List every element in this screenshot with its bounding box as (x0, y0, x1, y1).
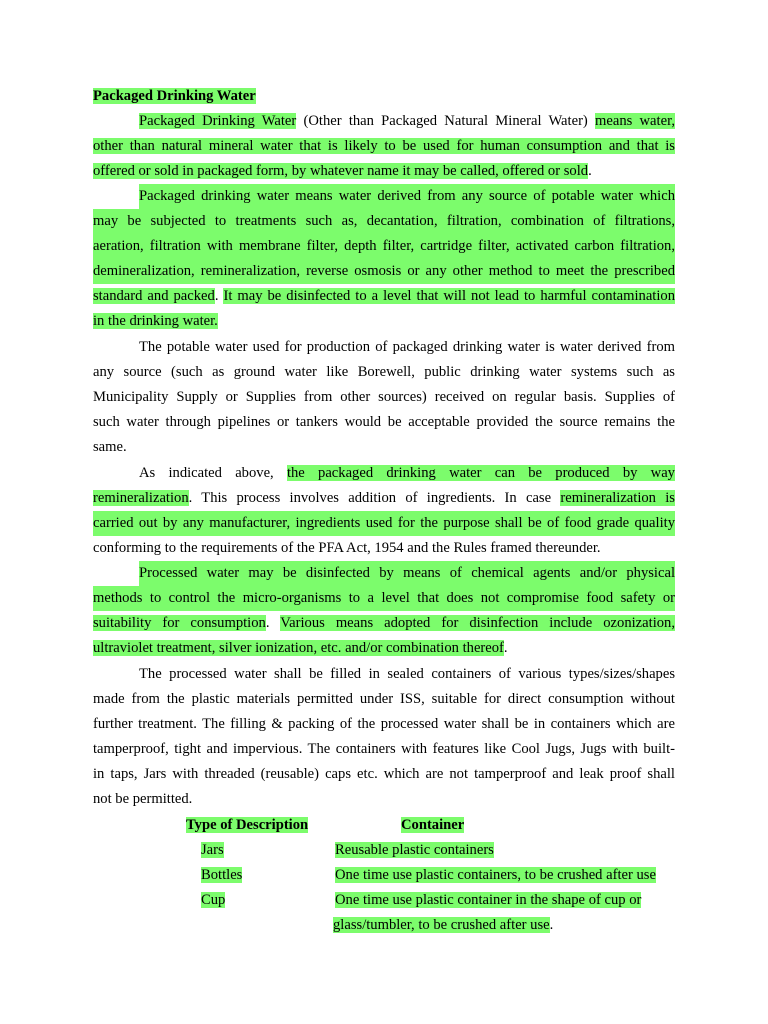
row-type-text: Cup (201, 892, 226, 908)
p3-line-2: any source (such as ground water like Borewell, public drinking water systems such as (93, 364, 675, 380)
p5-line-4 (93, 636, 675, 661)
p2-text-hl: It may be disinfected to a level that will not lead to harmful contamination (223, 288, 676, 304)
table-row-3-type (201, 888, 225, 913)
p4-text: As indicated above, (139, 465, 287, 481)
p4-line-4: conforming to the requirements of the PFA Act, 1954 and the Rules framed thereunder. (93, 540, 601, 556)
p4-line-3: carried out by any manufacturer, ingredients used for the purpose shall be of food grade quality (93, 511, 675, 536)
row-container-text: One time use plastic containers, to be crushed after use (335, 867, 656, 883)
p2-line-2: may be subjected to treatments such as, decantation, filtration, combination of filtrations, (93, 209, 675, 234)
p5-text-hl: suitability for consumption (93, 615, 266, 631)
p1-text-hl: other than natural mineral water that is likely to be used for human consumption and that is (93, 138, 675, 154)
table-header-type (186, 813, 308, 838)
p6-line-5: in taps, Jars with threaded (reusable) caps etc. which are not tamperproof and leak proof shall (93, 766, 675, 782)
p5-line-2: methods to control the micro-organisms to a level that does not compromise food safety or (93, 586, 675, 611)
p2-text-hl: in the drinking water. (93, 313, 218, 329)
p6-line-6: not be permitted. (93, 791, 193, 807)
header-type-text: Type of Description (186, 817, 309, 833)
table-row-2-container (335, 863, 656, 888)
p5-text: . (265, 615, 281, 631)
p4-line-2 (93, 486, 675, 511)
p6-line-1: The processed water shall be filled in sealed containers of various types/sizes/shapes (139, 666, 675, 682)
p1-line-1 (139, 109, 675, 134)
p3-line-4: such water through pipelines or tankers would be acceptable provided the source remains the (93, 414, 675, 430)
p2-line-1: Packaged drinking water means water derived from any source of potable water which (139, 184, 675, 209)
p2-line-4: demineralization, remineralization, reverse osmosis or any other method to meet the prescribed (93, 259, 675, 284)
table-row-1-container (335, 838, 494, 863)
row-type-text: Jars (201, 842, 224, 858)
table-header-container (401, 813, 464, 838)
p5-text-hl: Various means adopted for disinfection include ozonization, (280, 615, 675, 631)
p1-text-hl: offered or sold in packaged form, by whatever name it may be called, offered or sold (93, 163, 589, 179)
p6-line-3: further treatment. The filling & packing of the processed water shall be in containers which are (93, 716, 675, 732)
p4-text-hl: remineralization (93, 490, 189, 506)
table-row-3-container (335, 888, 641, 913)
table-row-1-type (201, 838, 224, 863)
heading-text: Packaged Drinking Water (93, 88, 256, 104)
p5-text: . (503, 640, 508, 656)
p4-text-hl: the packaged drinking water can be produced by way (286, 465, 675, 481)
row-container-text: glass/tumbler, to be crushed after use (333, 917, 550, 933)
row-container-text: One time use plastic container in the shape of cup or (335, 892, 642, 908)
p3-line-5: same. (93, 439, 127, 455)
p1-line-3 (93, 159, 675, 184)
p6-line-2: made from the plastic materials permitted under ISS, suitable for direct consumption without (93, 691, 675, 707)
p2-line-6 (93, 309, 675, 334)
p2-line-5 (93, 284, 675, 309)
p5-line-3 (93, 611, 675, 636)
row-container-text: Reusable plastic containers (335, 842, 494, 858)
p1-text: (Other than Packaged Natural Mineral Water) (296, 113, 596, 129)
p1-text-hl: means water, (595, 113, 675, 129)
p4-text: . This process involves addition of ingredients. In case (188, 490, 561, 506)
p4-line-1 (139, 461, 675, 486)
p1-line-2 (93, 134, 675, 159)
header-container-text: Container (401, 817, 465, 833)
p2-line-3: aeration, filtration with membrane filter, depth filter, cartridge filter, activated carbon filtration, (93, 234, 675, 259)
p3-line-1: The potable water used for production of packaged drinking water is water derived from (139, 339, 675, 355)
p2-text: . (214, 288, 224, 304)
table-row-2-type (201, 863, 242, 888)
p4-text-hl: remineralization is (560, 490, 675, 506)
p2-text-hl: standard and packed (93, 288, 215, 304)
p3-line-3: Municipality Supply or Supplies from other sources) received on regular basis. Supplies of (93, 389, 675, 405)
document-heading (93, 84, 675, 109)
p6-line-4: tamperproof, tight and impervious. The containers with features like Cool Jugs, Jugs with built- (93, 741, 675, 757)
p1-term: Packaged Drinking Water (139, 113, 297, 129)
table-row-3-continuation (333, 913, 553, 938)
p5-text-hl: ultraviolet treatment, silver ionization, etc. and/or combination thereof (93, 640, 504, 656)
row-container-period: . (549, 917, 554, 933)
p5-line-1: Processed water may be disinfected by means of chemical agents and/or physical (139, 561, 675, 586)
p1-text: . (588, 163, 592, 179)
row-type-text: Bottles (201, 867, 243, 883)
